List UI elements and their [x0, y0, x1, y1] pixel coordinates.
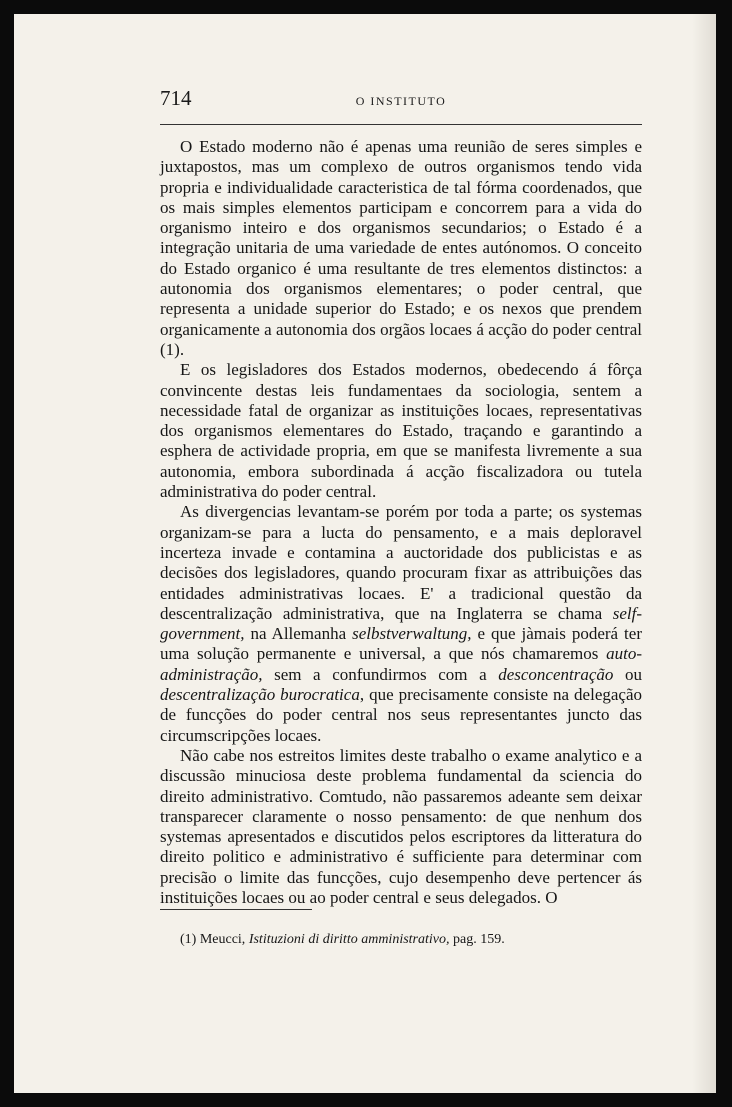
paragraph-3-text-3: e que jàmais poderá ter uma solução permanente e universal, a que nós chamaremos [160, 624, 642, 664]
body-text [160, 137, 642, 908]
footnote-marker: (1) [180, 932, 197, 947]
book-page [14, 14, 716, 1093]
term-desconcentracao: desconcentração [498, 664, 614, 684]
paragraph-3-text-1: As divergencias levantam-se porém por toda a parte; os systemas organizam-se para a lucta do pensamento, e a mais deploravel incerteza invade e contamina a auctoridade dos publicistas e as decisões dos legisladores, quando procuram fixar as attribuições das entidades administrativas locaes. E' a tradicional questão da descentralização administrativa, que na Inglaterra se chama [160, 502, 642, 623]
paragraph-3 [160, 502, 642, 746]
running-title: O INSTITUTO [355, 94, 447, 108]
term-auto-administracao: auto-administração, [160, 644, 642, 684]
footnote-title: Istituzioni di diritto amministrativo, [248, 932, 450, 947]
paragraph-3-text-5: ou [613, 664, 642, 684]
paragraph-3-text-2: na Allemanha [244, 624, 353, 644]
footnote-page: pag. 159. [453, 932, 505, 947]
page-header [160, 86, 642, 116]
page-number: 714 [160, 86, 192, 110]
paragraph-2: E os legisladores dos Estados modernos, obedecendo á fôrça convincente destas leis fundamentaes da sociologia, sentem a necessidade fatal de organizar as instituições locaes, representativas dos organismos elementares do Estado, traçando e garantindo a esphera de actividade propria, em que se manifesta livremente a sua autonomia, embora subordinada á acção fiscalizadora ou tutela administrativa do poder central. [160, 360, 642, 502]
footnote [160, 932, 642, 948]
paragraph-3-text-6: , que precisamente consiste na delegação de funcções do poder central nos seus representantes juncto das circumscripções locaes. [160, 685, 642, 745]
term-selbstverwaltung: selbstverwaltung, [352, 624, 472, 644]
footnote-author: Meucci, [199, 932, 246, 947]
paragraph-1: O Estado moderno não é apenas uma reunião de seres simples e juxtapostos, mas um complexo de outros organismos tendo vida propria e individualidade caracteristica de tal fórma coordenados, que os mais simples elementos participam e concorrem para a vida do organismo inteiro e dos organismos secundarios; o Estado é a integração unitaria de uma variedade de entes autónomos. O conceito do Estado organico é uma resultante de tres elementos distinctos: a autonomia dos organismos elementares; o poder central, que representa a unidade superior do Estado; e os nexos que prendem organicamente a autonomia dos orgãos locaes á acção do poder central (1). [160, 137, 642, 359]
paragraph-4: Não cabe nos estreitos limites deste trabalho o exame analytico e a discussão minuciosa deste problema fundamental da sciencia do direito administrativo. Comtudo, não passaremos adeante sem deixar transparecer claramente o nosso pensamento: de que nenhum dos systemas apresentados e discutidos pelos escriptores da litteratura do direito politico e administrativo é sufficiente para determinar com precisão o limite das funcções, cujo desempenho deve pertencer ás instituições locaes ou ao poder central e seus delegados. O [160, 745, 642, 907]
header-rule [160, 124, 642, 125]
term-self-government: self-government, [160, 603, 642, 644]
footnote-rule [160, 909, 312, 910]
term-descentralizacao-burocratica: descentralização burocratica [160, 685, 360, 705]
paragraph-3-text-4: sem a confundirmos com a [262, 664, 499, 684]
